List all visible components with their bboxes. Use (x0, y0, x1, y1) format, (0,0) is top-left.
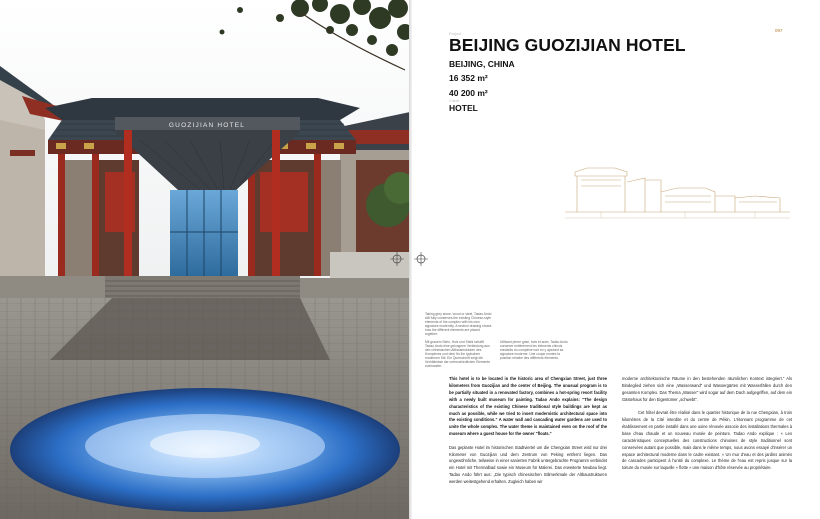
hotel-sign: GUOZIJIAN HOTEL (168, 122, 246, 129)
crosshair-icon (390, 252, 404, 266)
page-title: BEIJING GUOZIJIAN HOTEL (449, 35, 686, 55)
floor-area: 40 200 m² (449, 88, 488, 98)
body-german: Das geplante Hotel im historischen Stadtviertel um die Chengxian Street wird nur drei Kilometer von Guozijian und dem Zentrum von Peking entfernt liegen. Das ungewöhnliche, teilweise in einer sanierten Fabrik untergebrachte Programm verbindet ein Hotel mit Thermalbad sowie ein Museum für Malerei. Das erweiterte Neubau liegt. Tadao Ando führt aus: „Die typisch chinesischen Stilmerkmale der Altbaustrukturen werden weitestgehend erhalten. Zugleich haben wir (449, 444, 607, 485)
location: BEIJING, CHINA (449, 59, 515, 69)
book-gutter (409, 0, 412, 519)
caption-german: Mit grauem Stein, Holz und Stahl schafft Tadao Ando eine gelungene Verbindung aus den chinesischen Altbaustrukturen des Komplexes und dem für ihn typischen modernen Stil. Ein Querschnitt zeigt die Verhältnisse der unterschiedlichen Elemente zueinander. (425, 340, 491, 368)
body-french: Cet hôtel devrait être réalisé dans le quartier historique de la rue Chengxian, à trois kilomètres de la Cité interdite et du centre de Pékin. L'étonnant programme de cet établissement en partie installé dans une usine rénovée associe des installations thermales à base d'eau chaude et un nouveau musée de peinture. Tadao Ando explique : « Les caractéristiques conceptuelles des constructions chinoises de style traditionnel sont conservées autant que possible, mais dans le même temps, nous avons essayé d'insérer un espace architectural moderne dans le cadre existant. » Un mur d'eau et des jardins animés de cascades participent à l'unité du complexe. Le thème de l'eau est repris jusque sur la toiture du musée sur laquelle « flotte » une maison d'hôte réservée au propriétaire. (622, 410, 792, 471)
elevation-drawing (565, 166, 790, 226)
project-kicker: Project (449, 31, 462, 36)
body-english: This hotel is to be located in the historic area of Chengxian Street, just three kilometers from Guozijian and the center of Beijing. The unusual program is to be partially situated in a renovated factory, combines a hot-spring resort facility with a newly built museum for painting. Tadao Ando explains: "The design characteristics of the existing Chinese traditional style buildings are kept as much as possible, while we tried to insert modernistic architectural space into the existing conditions." A water wall and cascading water gardens are used to unite the whole complex. The water theme is maintained even on the roof of the museum where a guest house for the owner "floats." (449, 376, 607, 437)
client-kicker: Client (449, 98, 460, 103)
page-number: 097 (775, 28, 783, 33)
building-type: HOTEL (449, 103, 478, 113)
caption-english: Taking grey stone, wood or steel, Tadao Ando still fully conserves the existing Chinese-style elements of the complex with his own signature modernity. A section drawing shows how the different elements are placed together. (425, 312, 492, 336)
body-column-right (622, 376, 792, 479)
crosshair-icon (414, 252, 428, 266)
body-column-left (449, 376, 607, 493)
body-german-continued: moderne architektonische Räume in den bestehenden räumlichen Kontext integriert." Als Bindeglied ziehen sich eine „Wasserwand" und Wassergärten mit Wasserfällen durch den gesamten Komplex. Das Thema „Wasser" wird sogar auf dem Dach aufgegriffen, auf dem ein Gästehaus für den Eigentümer „schwebt". (622, 376, 792, 402)
caption-french: Utilisant pierre grise, bois et acier, Tadao Ando conserve entièrement les éléments chinois existants du complexe tout en y ajoutant sa signature moderne. Une coupe montre la position relative des différents éléments. (500, 340, 568, 360)
site-area: 16 352 m² (449, 73, 488, 83)
